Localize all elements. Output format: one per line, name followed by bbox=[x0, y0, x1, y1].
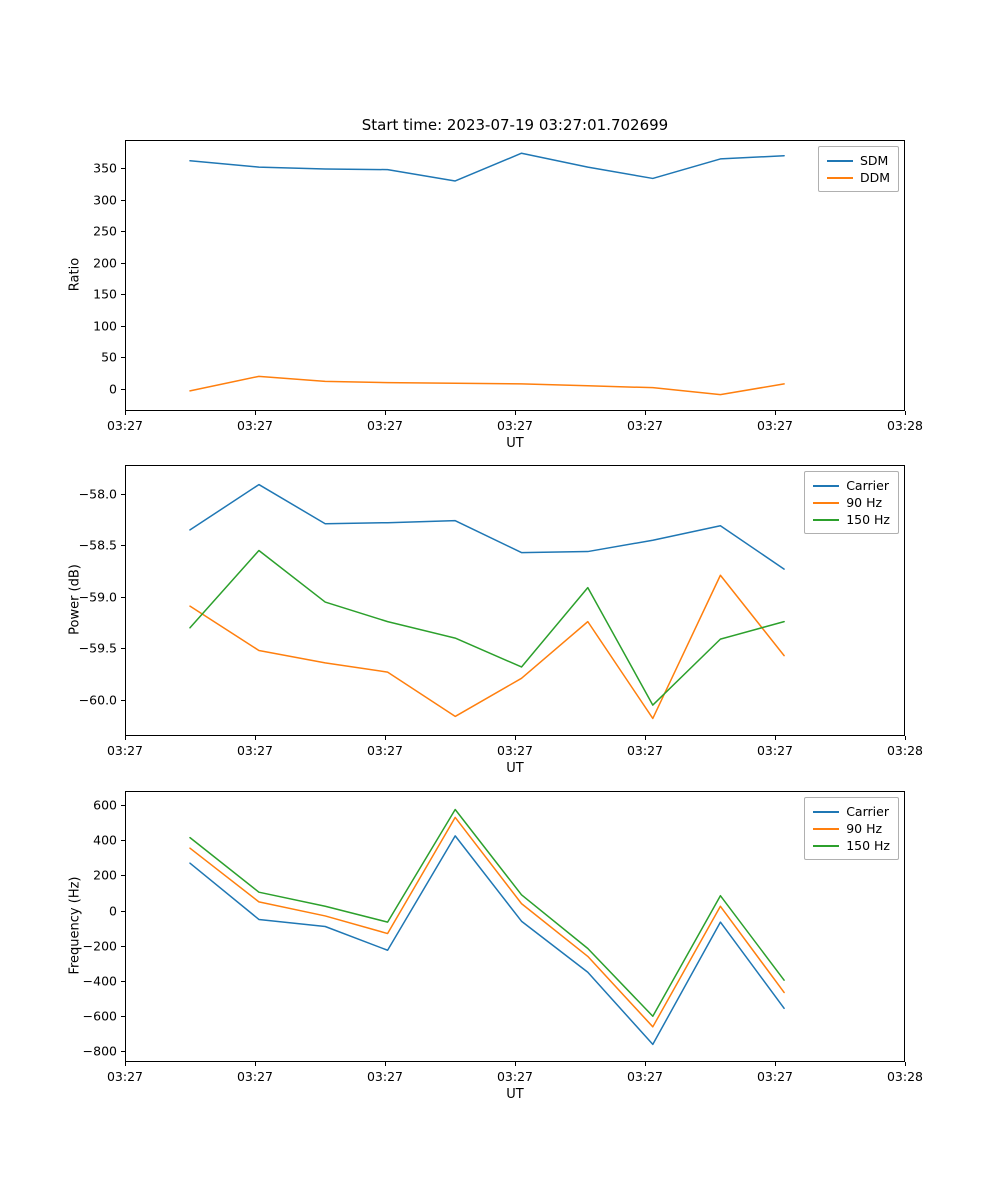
x-tick-mark bbox=[775, 411, 776, 415]
x-tick-label: 03:27 bbox=[106, 743, 144, 758]
chart-panel-power bbox=[67, 465, 924, 776]
y-tick-label: 400 bbox=[93, 832, 117, 848]
legend-label: 150 Hz bbox=[846, 512, 890, 527]
x-tick-label: 03:27 bbox=[756, 418, 794, 433]
y-tick-label: 0 bbox=[109, 903, 117, 919]
x-tick-mark bbox=[125, 411, 126, 415]
y-tick-label: 200 bbox=[93, 867, 117, 883]
series-line-sdm bbox=[190, 153, 784, 181]
y-tick-label: −400 bbox=[82, 973, 117, 989]
x-tick-mark bbox=[905, 1062, 906, 1066]
y-tick-mark bbox=[121, 389, 125, 390]
y-tick-mark bbox=[121, 263, 125, 264]
x-axis-label: UT bbox=[506, 436, 524, 451]
x-tick-mark bbox=[905, 736, 906, 740]
y-tick-mark bbox=[121, 294, 125, 295]
y-tick-mark bbox=[121, 168, 125, 169]
y-tick-label: −59.0 bbox=[78, 589, 117, 605]
y-tick-label: 250 bbox=[93, 223, 117, 239]
y-tick-label: 300 bbox=[93, 192, 117, 208]
y-axis-label: Power (dB) bbox=[67, 563, 83, 635]
series-line-150-hz bbox=[190, 809, 784, 1016]
legend-label: 90 Hz bbox=[846, 495, 883, 510]
y-tick-label: −600 bbox=[82, 1008, 117, 1024]
legend bbox=[804, 797, 899, 860]
x-tick-label: 03:27 bbox=[366, 1069, 404, 1084]
legend-color-swatch bbox=[813, 502, 839, 504]
legend-label: SDM bbox=[859, 153, 889, 168]
plot-lines bbox=[125, 465, 905, 736]
x-tick-mark bbox=[385, 736, 386, 740]
x-tick-mark bbox=[255, 736, 256, 740]
plot-lines bbox=[125, 140, 905, 411]
x-tick-label: 03:28 bbox=[886, 743, 924, 758]
legend-label: Carrier bbox=[846, 478, 889, 493]
plot-lines bbox=[125, 791, 905, 1062]
x-tick-mark bbox=[125, 1062, 126, 1066]
legend bbox=[804, 471, 899, 534]
y-axis-label: Frequency (Hz) bbox=[67, 875, 83, 975]
x-tick-label: 03:27 bbox=[756, 1069, 794, 1084]
x-tick-label: 03:27 bbox=[626, 1069, 664, 1084]
x-tick-label: 03:28 bbox=[886, 418, 924, 433]
y-tick-label: 600 bbox=[93, 797, 117, 813]
legend-item bbox=[827, 169, 890, 186]
y-tick-mark bbox=[121, 700, 125, 701]
y-tick-mark bbox=[121, 494, 125, 495]
legend-item bbox=[813, 837, 890, 854]
y-tick-label: 50 bbox=[101, 349, 117, 365]
legend-color-swatch bbox=[813, 828, 839, 830]
x-tick-mark bbox=[515, 736, 516, 740]
y-tick-mark bbox=[121, 981, 125, 982]
x-tick-label: 03:27 bbox=[496, 743, 534, 758]
x-tick-label: 03:27 bbox=[106, 1069, 144, 1084]
x-tick-label: 03:27 bbox=[236, 1069, 274, 1084]
x-tick-label: 03:27 bbox=[366, 418, 404, 433]
legend bbox=[818, 146, 899, 192]
y-tick-label: 100 bbox=[93, 318, 117, 334]
x-tick-mark bbox=[775, 736, 776, 740]
x-tick-label: 03:27 bbox=[106, 418, 144, 433]
x-tick-mark bbox=[645, 736, 646, 740]
y-tick-label: 0 bbox=[109, 381, 117, 397]
legend-item bbox=[813, 820, 890, 837]
y-tick-label: −59.5 bbox=[78, 640, 117, 656]
legend-color-swatch bbox=[813, 811, 839, 813]
x-tick-label: 03:27 bbox=[626, 418, 664, 433]
x-tick-label: 03:27 bbox=[626, 743, 664, 758]
legend-item bbox=[813, 494, 890, 511]
y-tick-label: 150 bbox=[93, 286, 117, 302]
x-tick-mark bbox=[775, 1062, 776, 1066]
x-tick-mark bbox=[255, 1062, 256, 1066]
x-tick-mark bbox=[125, 736, 126, 740]
x-tick-label: 03:27 bbox=[496, 418, 534, 433]
y-tick-mark bbox=[121, 875, 125, 876]
legend-label: Carrier bbox=[846, 804, 889, 819]
y-tick-mark bbox=[121, 1051, 125, 1052]
y-axis-label: Ratio bbox=[67, 257, 83, 291]
x-tick-label: 03:27 bbox=[496, 1069, 534, 1084]
legend-item bbox=[813, 511, 890, 528]
legend-color-swatch bbox=[813, 845, 839, 847]
legend-item bbox=[813, 477, 890, 494]
y-tick-mark bbox=[121, 200, 125, 201]
legend-label: 90 Hz bbox=[846, 821, 883, 836]
legend-color-swatch bbox=[813, 519, 839, 521]
x-tick-label: 03:27 bbox=[366, 743, 404, 758]
legend-color-swatch bbox=[827, 160, 853, 162]
x-tick-mark bbox=[385, 411, 386, 415]
y-tick-label: −800 bbox=[82, 1043, 117, 1059]
y-tick-mark bbox=[121, 357, 125, 358]
x-axis-label: UT bbox=[506, 1087, 524, 1102]
series-line-carrier bbox=[190, 485, 784, 569]
legend-label: 150 Hz bbox=[846, 838, 890, 853]
x-tick-mark bbox=[515, 1062, 516, 1066]
page-title: Start time: 2023-07-19 03:27:01.702699 bbox=[361, 116, 669, 134]
y-tick-mark bbox=[121, 1016, 125, 1017]
y-tick-label: −60.0 bbox=[78, 692, 117, 708]
x-tick-mark bbox=[905, 411, 906, 415]
y-tick-label: −200 bbox=[82, 938, 117, 954]
y-tick-label: −58.0 bbox=[78, 486, 117, 502]
series-line-90-hz bbox=[190, 575, 784, 718]
y-tick-mark bbox=[121, 840, 125, 841]
series-line-ddm bbox=[190, 376, 784, 394]
legend-color-swatch bbox=[813, 485, 839, 487]
chart-panel-ratio bbox=[67, 116, 924, 451]
chart-panel-frequency bbox=[67, 791, 924, 1102]
x-tick-mark bbox=[385, 1062, 386, 1066]
y-tick-mark bbox=[121, 648, 125, 649]
x-tick-label: 03:27 bbox=[236, 418, 274, 433]
x-tick-mark bbox=[255, 411, 256, 415]
x-tick-label: 03:27 bbox=[236, 743, 274, 758]
y-tick-mark bbox=[121, 231, 125, 232]
x-tick-mark bbox=[645, 1062, 646, 1066]
legend-color-swatch bbox=[827, 177, 853, 179]
x-tick-label: 03:28 bbox=[886, 1069, 924, 1084]
y-tick-label: −58.5 bbox=[78, 537, 117, 553]
legend-label: DDM bbox=[859, 170, 890, 185]
legend-item bbox=[813, 803, 890, 820]
y-tick-mark bbox=[121, 326, 125, 327]
x-tick-mark bbox=[645, 411, 646, 415]
y-tick-mark bbox=[121, 597, 125, 598]
y-tick-label: 200 bbox=[93, 255, 117, 271]
legend-item bbox=[827, 152, 890, 169]
x-tick-label: 03:27 bbox=[756, 743, 794, 758]
y-tick-mark bbox=[121, 805, 125, 806]
y-tick-mark bbox=[121, 911, 125, 912]
x-tick-mark bbox=[515, 411, 516, 415]
y-tick-label: 350 bbox=[93, 160, 117, 176]
y-tick-mark bbox=[121, 946, 125, 947]
x-axis-label: UT bbox=[506, 761, 524, 776]
y-tick-mark bbox=[121, 545, 125, 546]
